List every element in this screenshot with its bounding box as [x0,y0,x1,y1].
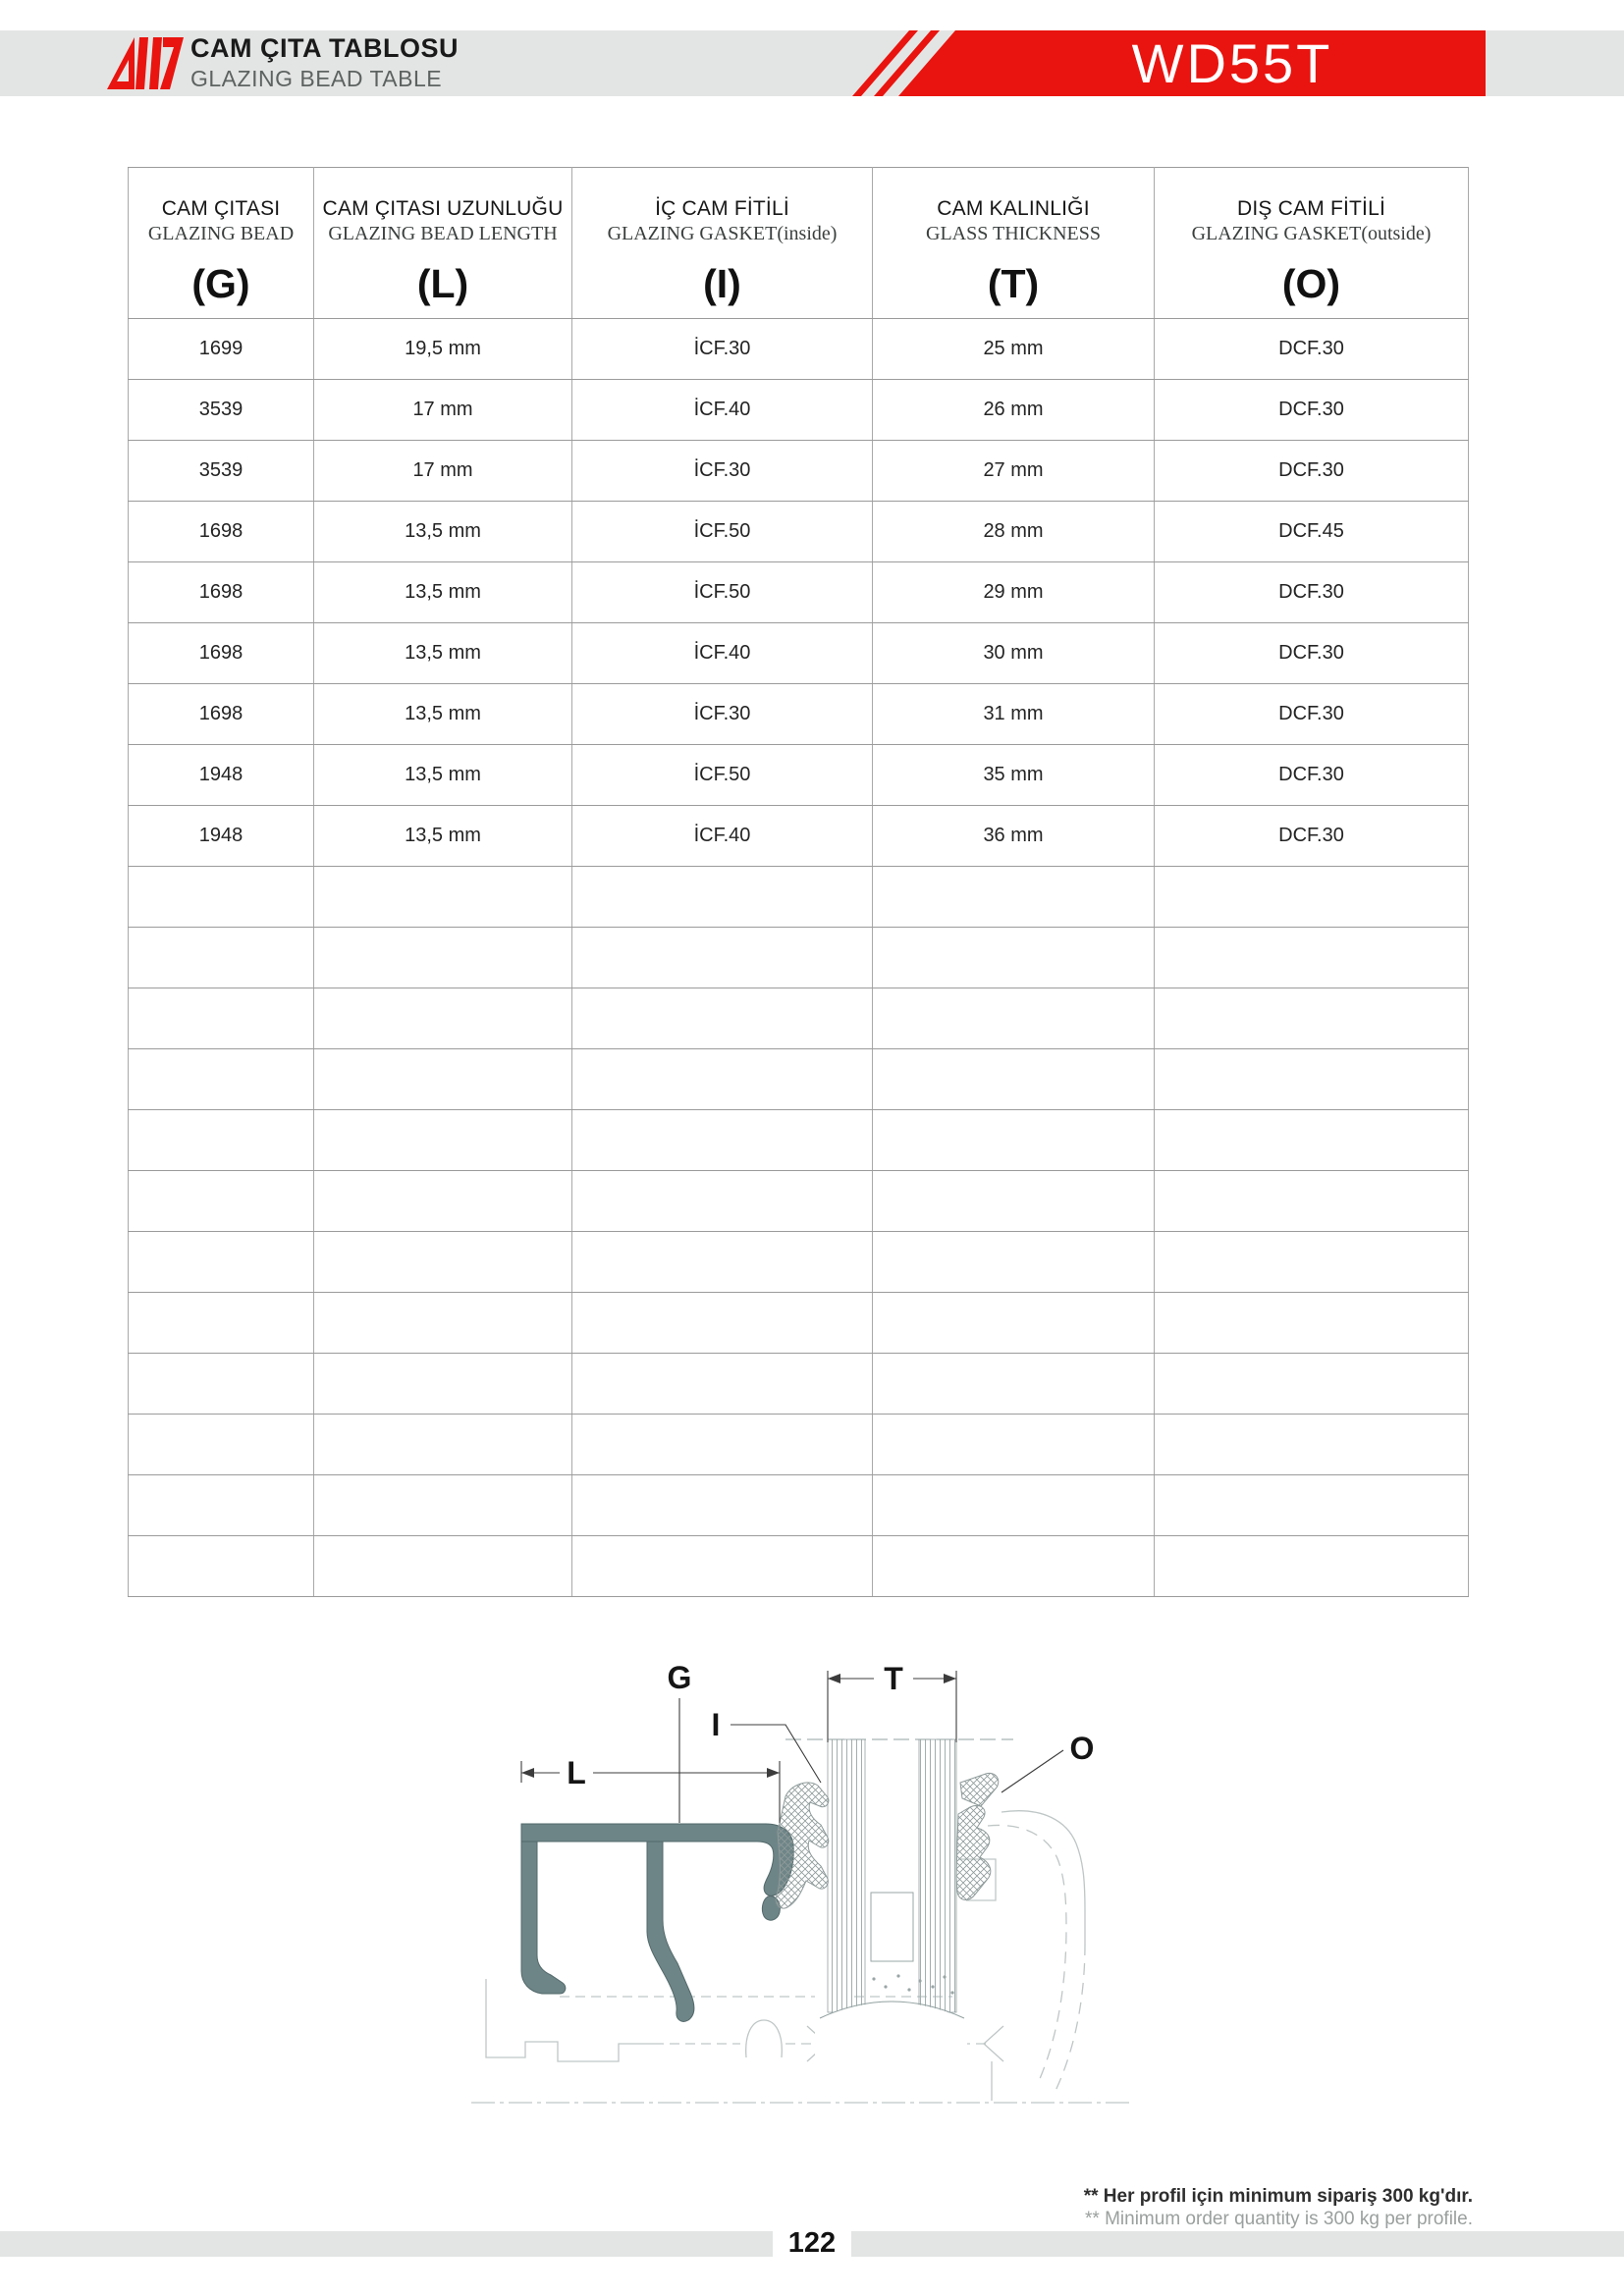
table-cell: 1698 [129,562,314,623]
table-cell-empty [314,1110,572,1171]
table-cell-empty [1155,928,1469,988]
glazing-bead-profile [521,1824,793,2021]
table-cell-empty [314,1536,572,1597]
table-header [129,168,1469,319]
column-header [572,168,873,319]
table-cell-empty [873,1110,1155,1171]
glass-spacer [871,1893,913,1961]
table-cell-empty [129,1415,314,1475]
table-cell-empty [129,1110,314,1171]
table-row-empty [129,1415,1469,1475]
table-row-empty [129,1049,1469,1110]
table-cell-empty [572,1110,873,1171]
table-cell-empty [572,1049,873,1110]
table-cell: İCF.50 [572,502,873,562]
table-cell: DCF.30 [1155,441,1469,502]
table-cell: DCF.30 [1155,562,1469,623]
bottom-frame-outline [471,1979,1129,2103]
page-title-tr: CAM ÇITA TABLOSU [190,33,459,63]
table-cell-empty [1155,1110,1469,1171]
table-cell-empty [129,1354,314,1415]
table-cell: 1698 [129,502,314,562]
table-cell: 17 mm [314,441,572,502]
table-row-empty [129,867,1469,928]
brand-logo-icon [104,34,185,92]
column-header [314,168,572,319]
table-cell: 1948 [129,745,314,806]
column-header-code: (T) [987,261,1040,306]
table-cell: 17 mm [314,380,572,441]
table-cell: 29 mm [873,562,1155,623]
table-cell-empty [129,988,314,1049]
table-cell: 13,5 mm [314,623,572,684]
table-cell: 28 mm [873,502,1155,562]
table-row-empty [129,928,1469,988]
table-row [129,319,1469,380]
column-header-title-en: GLASS THICKNESS [926,223,1101,244]
column-header-title-en: GLAZING BEAD [147,223,295,244]
column-header-title-tr: CAM ÇITASI [161,197,281,220]
table-row [129,562,1469,623]
table-row [129,380,1469,441]
table-cell-empty [1155,1475,1469,1536]
table-cell-empty [873,1354,1155,1415]
table-cell: 1948 [129,806,314,867]
table-cell-empty [129,1171,314,1232]
table-cell-empty [129,1232,314,1293]
table-cell-empty [873,867,1155,928]
table-cell-empty [129,1475,314,1536]
table-cell-empty [314,1171,572,1232]
table-cell-empty [873,928,1155,988]
table-row [129,441,1469,502]
glass-pane-inner [828,1739,865,2012]
table-cell-empty [129,867,314,928]
table-cell-empty [572,1415,873,1475]
table-cell-empty [129,1293,314,1354]
column-header-code: (G) [191,261,250,306]
table-cell-empty [129,1049,314,1110]
column-header-title-en: GLAZING GASKET(outside) [1191,223,1432,244]
column-header [129,168,314,319]
table-cell: 27 mm [873,441,1155,502]
gasket-inner [776,1783,829,1908]
table-cell-empty [873,1293,1155,1354]
table-cell-empty [1155,1536,1469,1597]
table-cell-empty [129,928,314,988]
table-cell-empty [314,928,572,988]
dim-label-i: I [711,1707,721,1742]
table-row-empty [129,1232,1469,1293]
column-header-title-tr: DIŞ CAM FİTİLİ [1237,197,1385,220]
table-cell-empty [129,1536,314,1597]
table-cell: 13,5 mm [314,502,572,562]
table-cell-empty [873,1415,1155,1475]
table-cell-empty [314,1415,572,1475]
table-cell-empty [873,988,1155,1049]
table-cell: DCF.30 [1155,684,1469,745]
table-cell-empty [873,1232,1155,1293]
table-cell-empty [572,867,873,928]
note-en: ** Minimum order quantity is 300 kg per profile. [1085,2209,1473,2229]
table-cell-empty [572,1171,873,1232]
table-row-empty [129,1171,1469,1232]
column-header-title-tr: CAM ÇITASI UZUNLUĞU [322,197,564,220]
table-cell-empty [314,1049,572,1110]
glass-pane-outer [919,1739,956,2012]
table-row-empty [129,988,1469,1049]
table-row [129,806,1469,867]
table-row [129,684,1469,745]
table-cell-empty [314,867,572,928]
table-cell-empty [1155,1049,1469,1110]
table-cell-empty [572,988,873,1049]
table-cell-empty [873,1171,1155,1232]
column-header-title-tr: İÇ CAM FİTİLİ [655,197,789,220]
table-cell: DCF.30 [1155,745,1469,806]
dim-label-l: L [567,1755,586,1790]
glazing-bead-table [128,167,1469,1597]
column-header-title-tr: CAM KALINLIĞI [937,197,1090,220]
dim-label-g: G [667,1660,692,1695]
table-cell-empty [314,1293,572,1354]
table-cell: 13,5 mm [314,806,572,867]
footer-notes [1084,2185,1473,2230]
header-band [0,30,1624,96]
product-code: WD55T [1131,32,1333,94]
table-cell-empty [873,1536,1155,1597]
table-cell-empty [1155,867,1469,928]
table-cell-empty [572,928,873,988]
table-row [129,502,1469,562]
table-cell: DCF.30 [1155,380,1469,441]
dim-label-t: T [884,1661,903,1696]
table-cell: 13,5 mm [314,562,572,623]
column-header-title-en: GLAZING GASKET(inside) [607,223,838,244]
column-header [873,168,1155,319]
table-cell-empty [1155,988,1469,1049]
table-cell-empty [572,1475,873,1536]
table-cell: İCF.50 [572,562,873,623]
table-cell: 30 mm [873,623,1155,684]
table-cell-empty [314,988,572,1049]
page-titles [190,32,459,93]
table-cell: 35 mm [873,745,1155,806]
table-cell: 1698 [129,684,314,745]
table-cell: DCF.45 [1155,502,1469,562]
table-row-empty [129,1536,1469,1597]
table-cell: 1699 [129,319,314,380]
table-cell-empty [314,1232,572,1293]
table-row-empty [129,1110,1469,1171]
table-cell-empty [873,1049,1155,1110]
table-cell-empty [873,1475,1155,1536]
table-cell-empty [1155,1293,1469,1354]
table-cell: 13,5 mm [314,684,572,745]
table-row-empty [129,1354,1469,1415]
table-cell: DCF.30 [1155,623,1469,684]
table-cell-empty [572,1232,873,1293]
table-cell: 1698 [129,623,314,684]
table-cell: DCF.30 [1155,806,1469,867]
table-cell-empty [1155,1354,1469,1415]
table-row-empty [129,1475,1469,1536]
page-title-en: GLAZING BEAD TABLE [190,66,443,91]
table-cell: 13,5 mm [314,745,572,806]
table-cell: 26 mm [873,380,1155,441]
column-header-code: (I) [703,261,741,306]
table-cell: 31 mm [873,684,1155,745]
table-cell: İCF.50 [572,745,873,806]
table-cell: İCF.40 [572,806,873,867]
table-row [129,623,1469,684]
table-cell: İCF.40 [572,623,873,684]
column-header-title-en: GLAZING BEAD LENGTH [328,223,558,244]
page-number: 122 [773,2228,851,2259]
column-header [1155,168,1469,319]
table-row [129,745,1469,806]
table-cell-empty [314,1475,572,1536]
column-header-code: (L) [416,261,469,306]
product-code-badge [844,30,1492,96]
table-cell: 36 mm [873,806,1155,867]
table-cell-empty [1155,1415,1469,1475]
table-cell: İCF.30 [572,684,873,745]
table-cell: İCF.30 [572,441,873,502]
table-cell-empty [572,1354,873,1415]
table-cell-empty [314,1354,572,1415]
table-cell: 3539 [129,380,314,441]
table-cell-empty [572,1293,873,1354]
profile-section-diagram [324,1649,1139,2120]
table-cell: İCF.40 [572,380,873,441]
table-cell: DCF.30 [1155,319,1469,380]
table-cell: 25 mm [873,319,1155,380]
gasket-outer [956,1773,999,1899]
table-cell: 19,5 mm [314,319,572,380]
table-row-empty [129,1293,1469,1354]
table-cell-empty [1155,1232,1469,1293]
note-tr: ** Her profil için minimum sipariş 300 kg'dır. [1083,2186,1473,2207]
dim-label-o: O [1069,1731,1095,1766]
table-cell-empty [572,1536,873,1597]
table-cell: 3539 [129,441,314,502]
table-cell: İCF.30 [572,319,873,380]
column-header-code: (O) [1281,261,1341,306]
table-cell-empty [1155,1171,1469,1232]
